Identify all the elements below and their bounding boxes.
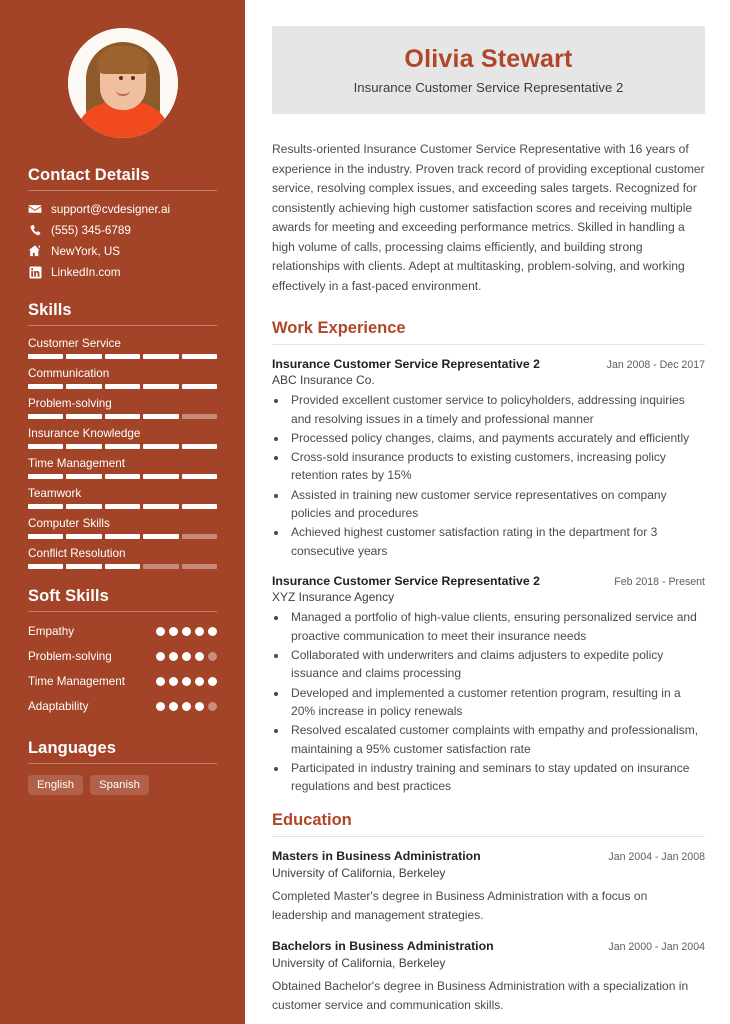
skill-label: Computer Skills — [28, 517, 110, 530]
skill-segment — [28, 354, 63, 359]
skill-segment — [105, 564, 140, 569]
contact-item-email[interactable] — [28, 202, 217, 216]
rating-dot — [182, 677, 191, 686]
skill-level-bar — [28, 474, 217, 479]
work-experience-section — [272, 319, 705, 796]
rating-dot — [195, 627, 204, 636]
skill-segment — [182, 384, 217, 389]
skill-item — [28, 367, 217, 389]
rating-dot — [169, 652, 178, 661]
skill-segment — [182, 414, 217, 419]
skill-label: Teamwork — [28, 487, 82, 500]
skill-label: Communication — [28, 367, 110, 380]
skill-segment — [66, 384, 101, 389]
language-tag[interactable]: Spanish — [90, 775, 149, 795]
education-degree: Bachelors in Business Administration — [272, 939, 494, 954]
skill-level-bar — [28, 504, 217, 509]
skill-segment — [143, 564, 178, 569]
avatar — [68, 28, 178, 138]
skill-segment — [182, 354, 217, 359]
skill-item — [28, 457, 217, 479]
rating-dot — [169, 627, 178, 636]
rating-dot — [156, 702, 165, 711]
contact-list — [28, 202, 217, 279]
divider — [28, 611, 217, 612]
soft-skill-item — [28, 623, 217, 641]
soft-skill-label: Problem-solving — [28, 650, 112, 664]
divider — [28, 190, 217, 191]
skills-section — [0, 301, 245, 569]
languages-heading: Languages — [28, 738, 117, 757]
skill-segment — [143, 384, 178, 389]
divider — [28, 763, 217, 764]
work-bullet: • Collaborated with underwriters and claims adjusters to expedite policy issuance and claims processing — [288, 646, 705, 683]
education-section — [272, 811, 705, 1014]
work-entry-header — [272, 356, 705, 373]
rating-dot — [195, 652, 204, 661]
skill-segment — [105, 384, 140, 389]
envelope-icon — [28, 202, 42, 216]
contact-item-phone[interactable] — [28, 223, 217, 237]
contact-value: (555) 345-6789 — [51, 223, 131, 237]
skill-level-bar — [28, 384, 217, 389]
skill-segment — [143, 504, 178, 509]
work-role: Insurance Customer Service Representative 2 — [272, 573, 540, 588]
education-description: Obtained Bachelor's degree in Business Administration with a specialization in customer service and communication skills. — [272, 978, 689, 1012]
skill-segment — [143, 444, 178, 449]
rating-dot — [195, 677, 204, 686]
rating-dot — [169, 677, 178, 686]
skill-label: Insurance Knowledge — [28, 427, 141, 440]
rating-dot — [156, 652, 165, 661]
work-entry-header — [272, 573, 705, 590]
work-bullet: • Developed and implemented a customer retention program, resulting in a 20% increase in policy renewals — [288, 684, 705, 721]
rating-dot — [195, 702, 204, 711]
work-bullet: • Participated in industry training and seminars to stay updated on insurance regulations and best practices — [288, 759, 705, 796]
contact-value: NewYork, US — [51, 244, 121, 258]
skill-segment — [105, 414, 140, 419]
rating-dot — [156, 627, 165, 636]
skill-segment — [143, 534, 178, 539]
skill-label: Problem-solving — [28, 397, 112, 410]
skill-segment — [66, 534, 101, 539]
skill-item — [28, 517, 217, 539]
work-entry — [272, 573, 705, 796]
soft-skill-label: Empathy — [28, 625, 75, 638]
work-bullet-list — [288, 391, 705, 560]
skill-segment — [28, 504, 63, 509]
education-entry-header — [272, 848, 705, 865]
skill-level-bar — [28, 444, 217, 449]
soft-skill-item — [28, 673, 217, 691]
work-entry — [272, 356, 705, 560]
skill-label: Conflict Resolution — [28, 547, 126, 560]
name-card — [272, 26, 705, 114]
soft-skill-item — [28, 698, 217, 716]
work-bullet: • Assisted in training new customer service representatives on company policies and procedures — [288, 486, 705, 523]
contact-value: LinkedIn.com — [51, 265, 121, 279]
skill-label: Customer Service — [28, 337, 121, 350]
skill-segment — [28, 384, 63, 389]
linkedin-icon — [28, 265, 42, 279]
work-role: Insurance Customer Service Representative 2 — [272, 356, 540, 371]
soft-skills-section — [0, 587, 245, 717]
contact-details-heading: Contact Details — [28, 166, 150, 184]
rating-dot — [182, 702, 191, 711]
page-title: Olivia Stewart — [404, 45, 573, 73]
skill-segment — [182, 444, 217, 449]
skill-segment — [66, 444, 101, 449]
phone-icon — [28, 223, 42, 237]
work-bullet: • Provided excellent customer service to policyholders, addressing inquiries and resolving issues in a timely and professional manner — [288, 391, 705, 428]
skill-segment — [105, 534, 140, 539]
skill-level-bar — [28, 534, 217, 539]
skill-segment — [105, 474, 140, 479]
skill-item — [28, 427, 217, 449]
rating-dot — [182, 627, 191, 636]
divider — [28, 325, 217, 326]
work-organization: XYZ Insurance Agency — [272, 590, 395, 605]
skill-segment — [182, 564, 217, 569]
soft-skill-label: Adaptability — [28, 700, 89, 714]
education-heading: Education — [272, 811, 352, 830]
skill-label: Time Management — [28, 457, 126, 470]
skill-segment — [28, 534, 63, 539]
skill-segment — [28, 444, 63, 449]
skill-item — [28, 487, 217, 509]
skill-segment — [66, 354, 101, 359]
work-entries — [272, 356, 705, 796]
work-bullet: • Achieved highest customer satisfaction rating in the department for 3 consecutive years — [288, 523, 705, 560]
skill-item — [28, 337, 217, 359]
skill-segment — [28, 564, 63, 569]
soft-skill-rating — [156, 673, 217, 686]
skills-list — [28, 337, 217, 569]
home-icon — [28, 244, 42, 258]
education-entry — [272, 848, 705, 924]
skill-segment — [143, 474, 178, 479]
contact-item-location[interactable] — [28, 244, 217, 258]
languages-section — [0, 739, 245, 795]
soft-skill-rating — [156, 648, 217, 661]
education-degree: Masters in Business Administration — [272, 849, 481, 864]
education-entries — [272, 848, 705, 1014]
summary-paragraph: Results-oriented Insurance Customer Service Representative with 16 years of experience in the industry. Proven track record of providing exceptional customer service, resolving complex issues, and exceeding sales targets. Recognized for consistently achieving high customer satisfaction scores and receiving multiple awards for meeting and exceeding performance metrics. Skilled in handling a high volume of calls, processing claims efficiently, and building strong relationships with clients. Adept at multitasking, problem-solving, and working effectively in a fast-paced environment. — [272, 142, 705, 294]
education-date-range: Jan 2004 - Jan 2008 — [608, 851, 705, 864]
soft-skills-heading: Soft Skills — [28, 587, 109, 605]
skill-segment — [66, 474, 101, 479]
sidebar — [0, 0, 245, 1024]
education-institution: University of California, Berkeley — [272, 866, 446, 881]
skill-level-bar — [28, 564, 217, 569]
divider — [272, 836, 705, 837]
soft-skill-rating — [156, 698, 217, 711]
rating-dot — [208, 677, 217, 686]
rating-dot — [208, 627, 217, 636]
skill-segment — [182, 534, 217, 539]
rating-dot — [208, 702, 217, 711]
skill-segment — [105, 504, 140, 509]
rating-dot — [182, 652, 191, 661]
soft-skills-list — [28, 623, 217, 717]
skill-segment — [66, 564, 101, 569]
soft-skill-rating — [156, 623, 217, 636]
skill-level-bar — [28, 414, 217, 419]
work-bullet: • Cross-sold insurance products to existing customers, increasing policy retention rates by 15% — [288, 448, 705, 485]
skills-heading: Skills — [28, 301, 72, 319]
education-institution: University of California, Berkeley — [272, 955, 446, 970]
education-description: Completed Master's degree in Business Administration with a focus on leadership and management strategies. — [272, 889, 648, 922]
skill-segment — [105, 444, 140, 449]
skill-segment — [66, 414, 101, 419]
skill-segment — [182, 474, 217, 479]
work-organization: ABC Insurance Co. — [272, 373, 375, 388]
skill-item — [28, 547, 217, 569]
work-bullet: • Resolved escalated customer complaints with empathy and professionalism, maintaining a 95% customer satisfaction rate — [288, 721, 705, 758]
skill-segment — [182, 504, 217, 509]
rating-dot — [156, 677, 165, 686]
soft-skill-label: Time Management — [28, 675, 126, 689]
language-tag[interactable]: English — [28, 775, 83, 795]
work-bullet-list — [288, 608, 705, 795]
work-date-range: Feb 2018 - Present — [614, 575, 705, 588]
skill-segment — [105, 354, 140, 359]
languages-list — [28, 775, 217, 795]
work-experience-heading: Work Experience — [272, 318, 406, 337]
contact-details-section — [0, 166, 245, 279]
job-title: Insurance Customer Service Representative 2 — [353, 80, 624, 95]
work-date-range: Jan 2008 - Dec 2017 — [606, 358, 705, 371]
education-entry — [272, 938, 705, 1014]
work-bullet: • Managed a portfolio of high-value clients, ensuring personalized service and proactive communication to meet their insurance needs — [288, 608, 705, 645]
divider — [272, 344, 705, 345]
skill-item — [28, 397, 217, 419]
education-entry-header — [272, 938, 705, 955]
skill-segment — [66, 504, 101, 509]
soft-skill-item — [28, 648, 217, 666]
education-date-range: Jan 2000 - Jan 2004 — [608, 941, 705, 954]
rating-dot — [208, 652, 217, 661]
skill-segment — [143, 354, 178, 359]
work-bullet: • Processed policy changes, claims, and payments accurately and efficiently — [288, 429, 705, 447]
contact-value: support@cvdesigner.ai — [51, 202, 171, 216]
contact-item-linkedin[interactable] — [28, 265, 217, 279]
skill-segment — [143, 414, 178, 419]
skill-segment — [28, 474, 63, 479]
rating-dot — [169, 702, 178, 711]
skill-level-bar — [28, 354, 217, 359]
skill-segment — [28, 414, 63, 419]
main-column — [245, 0, 730, 1024]
